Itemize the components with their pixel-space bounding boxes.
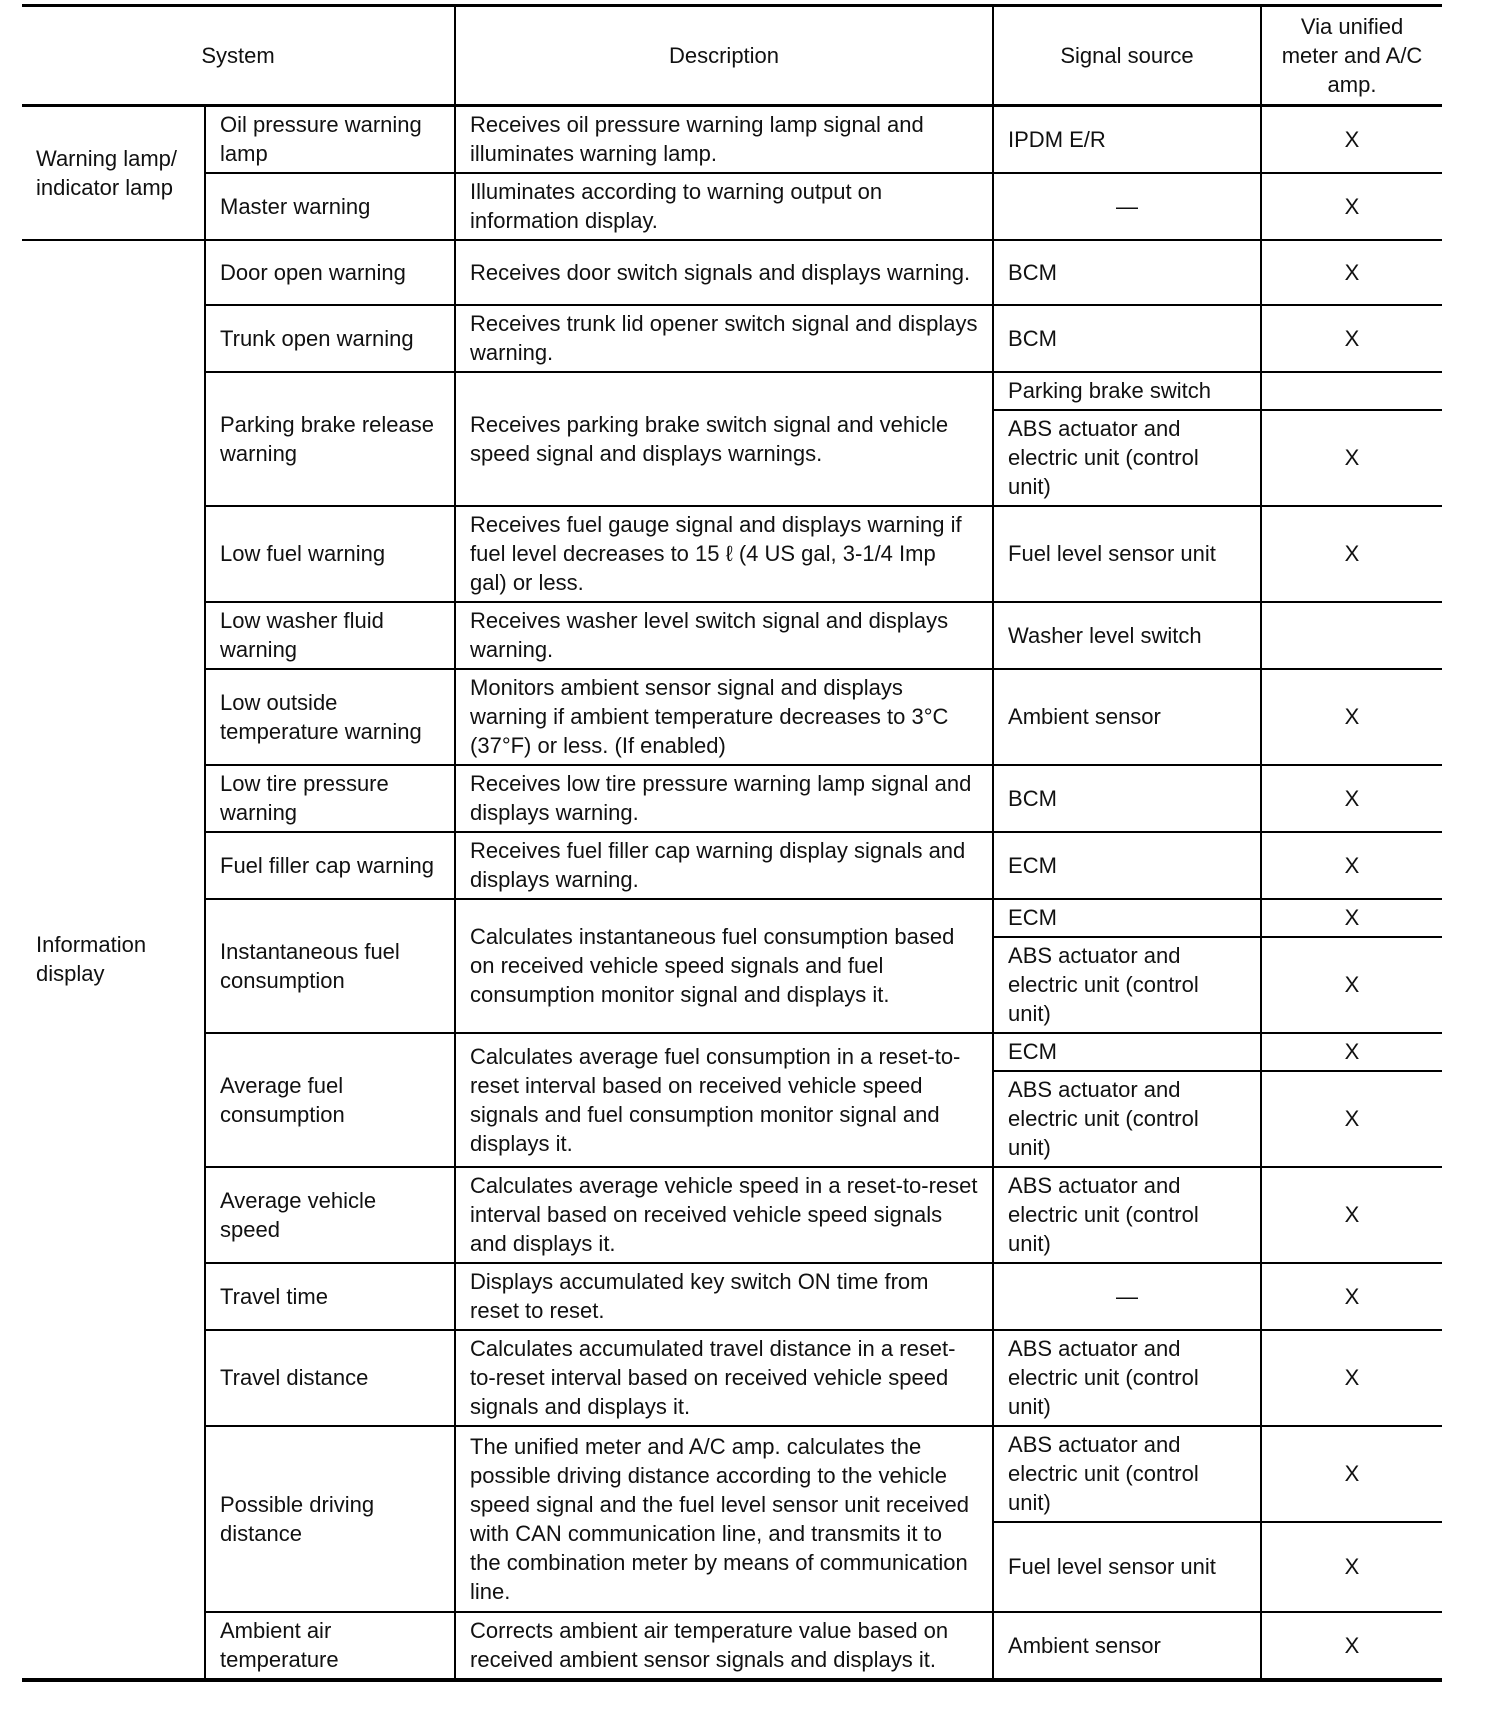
signal-source-cell: Ambient sensor <box>993 669 1261 765</box>
system-cell: Master warning <box>205 173 455 240</box>
system-cell: Possible driving distance <box>205 1426 455 1612</box>
via-cell: X <box>1261 1612 1442 1680</box>
description-cell: Calculates average fuel consumption in a reset-to-reset interval based on received vehicle speed signals and fuel consumption monitor signal and displays it. <box>455 1033 993 1167</box>
description-cell: Displays accumulated key switch ON time from reset to reset. <box>455 1263 993 1330</box>
description-cell: Calculates instantaneous fuel consumption based on received vehicle speed signals and fuel consumption monitor signal and displays it. <box>455 899 993 1033</box>
table-row <box>22 506 1442 602</box>
description-cell: Receives parking brake switch signal and vehicle speed signal and displays warnings. <box>455 372 993 506</box>
system-cell: Low tire pressure warning <box>205 765 455 832</box>
table-row <box>22 372 1442 410</box>
system-cell: Low washer fluid warning <box>205 602 455 669</box>
table-row <box>22 1330 1442 1426</box>
via-cell: X <box>1261 410 1442 506</box>
signal-source-cell: BCM <box>993 305 1261 372</box>
signal-source-cell: ECM <box>993 1033 1261 1071</box>
table-row <box>22 602 1442 669</box>
signal-source-cell: BCM <box>993 765 1261 832</box>
description-cell: Receives fuel gauge signal and displays warning if fuel level decreases to 15 ℓ (4 US gal, 3-1/4 Imp gal) or less. <box>455 506 993 602</box>
group-warning-lamp: Warning lamp/ indicator lamp <box>36 145 178 200</box>
via-cell: X <box>1261 305 1442 372</box>
header-system: System <box>201 43 275 68</box>
table-row <box>22 1033 1442 1071</box>
signal-source-cell: ABS actuator and electric unit (control unit) <box>993 410 1261 506</box>
description-cell: Corrects ambient air temperature value based on received ambient sensor signals and displays it. <box>455 1612 993 1680</box>
signal-source-cell: Fuel level sensor unit <box>993 1522 1261 1612</box>
system-spec-table <box>22 4 1442 1682</box>
system-cell: Ambient air temperature <box>205 1612 455 1680</box>
via-cell: X <box>1261 765 1442 832</box>
via-cell: X <box>1261 1071 1442 1167</box>
signal-source-cell: Ambient sensor <box>993 1612 1261 1680</box>
signal-source-cell: ABS actuator and electric unit (control unit) <box>993 1426 1261 1522</box>
header-via-unified: Via unified meter and A/C amp. <box>1261 6 1442 106</box>
system-cell: Fuel filler cap warning <box>205 832 455 899</box>
table-row <box>22 106 1442 174</box>
via-cell: X <box>1261 506 1442 602</box>
via-cell: X <box>1261 899 1442 937</box>
system-cell: Travel distance <box>205 1330 455 1426</box>
table-row <box>22 173 1442 240</box>
signal-source-cell: Parking brake switch <box>993 372 1261 410</box>
group-information-display: Information display <box>36 932 147 986</box>
via-cell: X <box>1261 1330 1442 1426</box>
via-cell: X <box>1261 937 1442 1033</box>
signal-source-cell: ECM <box>993 832 1261 899</box>
signal-source-cell: Washer level switch <box>993 602 1261 669</box>
system-cell: Low fuel warning <box>205 506 455 602</box>
table-row <box>22 669 1442 765</box>
description-cell: Receives trunk lid opener switch signal and displays warning. <box>455 305 993 372</box>
via-cell: X <box>1261 1167 1442 1263</box>
table-row <box>22 1426 1442 1522</box>
signal-source-cell: — <box>993 173 1261 240</box>
via-cell: X <box>1261 1263 1442 1330</box>
system-cell: Door open warning <box>205 240 455 305</box>
signal-source-cell: ECM <box>993 899 1261 937</box>
system-cell: Average fuel consumption <box>205 1033 455 1167</box>
description-cell: Receives door switch signals and displays warning. <box>455 240 993 305</box>
header-description: Description <box>455 6 993 106</box>
header-row <box>22 6 1442 106</box>
system-cell: Average vehicle speed <box>205 1167 455 1263</box>
signal-source-cell: ABS actuator and electric unit (control unit) <box>993 937 1261 1033</box>
spec-table-container <box>22 4 1442 1682</box>
description-cell: The unified meter and A/C amp. calculates the possible driving distance according to the vehicle speed signal and the fuel level sensor unit received with CAN communication line, and transmits it to the combination meter by means of communication line. <box>455 1426 993 1612</box>
system-cell: Instantaneous fuel consumption <box>205 899 455 1033</box>
via-cell: X <box>1261 1033 1442 1071</box>
signal-source-cell: ABS actuator and electric unit (control unit) <box>993 1071 1261 1167</box>
via-cell: X <box>1261 832 1442 899</box>
description-cell: Receives washer level switch signal and displays warning. <box>455 602 993 669</box>
system-cell: Trunk open warning <box>205 305 455 372</box>
description-cell: Calculates accumulated travel distance in a reset-to-reset interval based on received vehicle speed signals and displays it. <box>455 1330 993 1426</box>
table-row <box>22 899 1442 937</box>
signal-source-cell: — <box>993 1263 1261 1330</box>
via-cell: X <box>1261 173 1442 240</box>
description-cell: Receives fuel filler cap warning display signals and displays warning. <box>455 832 993 899</box>
table-row <box>22 1612 1442 1680</box>
via-cell <box>1261 602 1442 669</box>
table-row <box>22 1167 1442 1263</box>
table-row <box>22 1263 1442 1330</box>
system-cell: Parking brake release warning <box>205 372 455 506</box>
via-cell: X <box>1261 240 1442 305</box>
signal-source-cell: Fuel level sensor unit <box>993 506 1261 602</box>
table-row <box>22 765 1442 832</box>
via-cell: X <box>1261 1426 1442 1522</box>
description-cell: Illuminates according to warning output on information display. <box>455 173 993 240</box>
table-row <box>22 305 1442 372</box>
system-cell: Low outside temperature warning <box>205 669 455 765</box>
signal-source-cell: ABS actuator and electric unit (control unit) <box>993 1167 1261 1263</box>
via-cell <box>1261 372 1442 410</box>
via-cell: X <box>1261 669 1442 765</box>
via-cell: X <box>1261 106 1442 174</box>
header-signal-source: Signal source <box>993 6 1261 106</box>
table-row <box>22 240 1442 305</box>
description-cell: Receives oil pressure warning lamp signal and illuminates warning lamp. <box>455 106 993 174</box>
table-row <box>22 832 1442 899</box>
system-cell: Travel time <box>205 1263 455 1330</box>
signal-source-cell: BCM <box>993 240 1261 305</box>
signal-source-cell: IPDM E/R <box>993 106 1261 174</box>
signal-source-cell: ABS actuator and electric unit (control unit) <box>993 1330 1261 1426</box>
via-cell: X <box>1261 1522 1442 1612</box>
description-cell: Calculates average vehicle speed in a reset-to-reset interval based on received vehicle speed signals and displays it. <box>455 1167 993 1263</box>
description-cell: Monitors ambient sensor signal and displays warning if ambient temperature decreases to 3°C (37°F) or less. (If enabled) <box>455 669 993 765</box>
system-cell: Oil pressure warning lamp <box>205 106 455 174</box>
description-cell: Receives low tire pressure warning lamp signal and displays warning. <box>455 765 993 832</box>
